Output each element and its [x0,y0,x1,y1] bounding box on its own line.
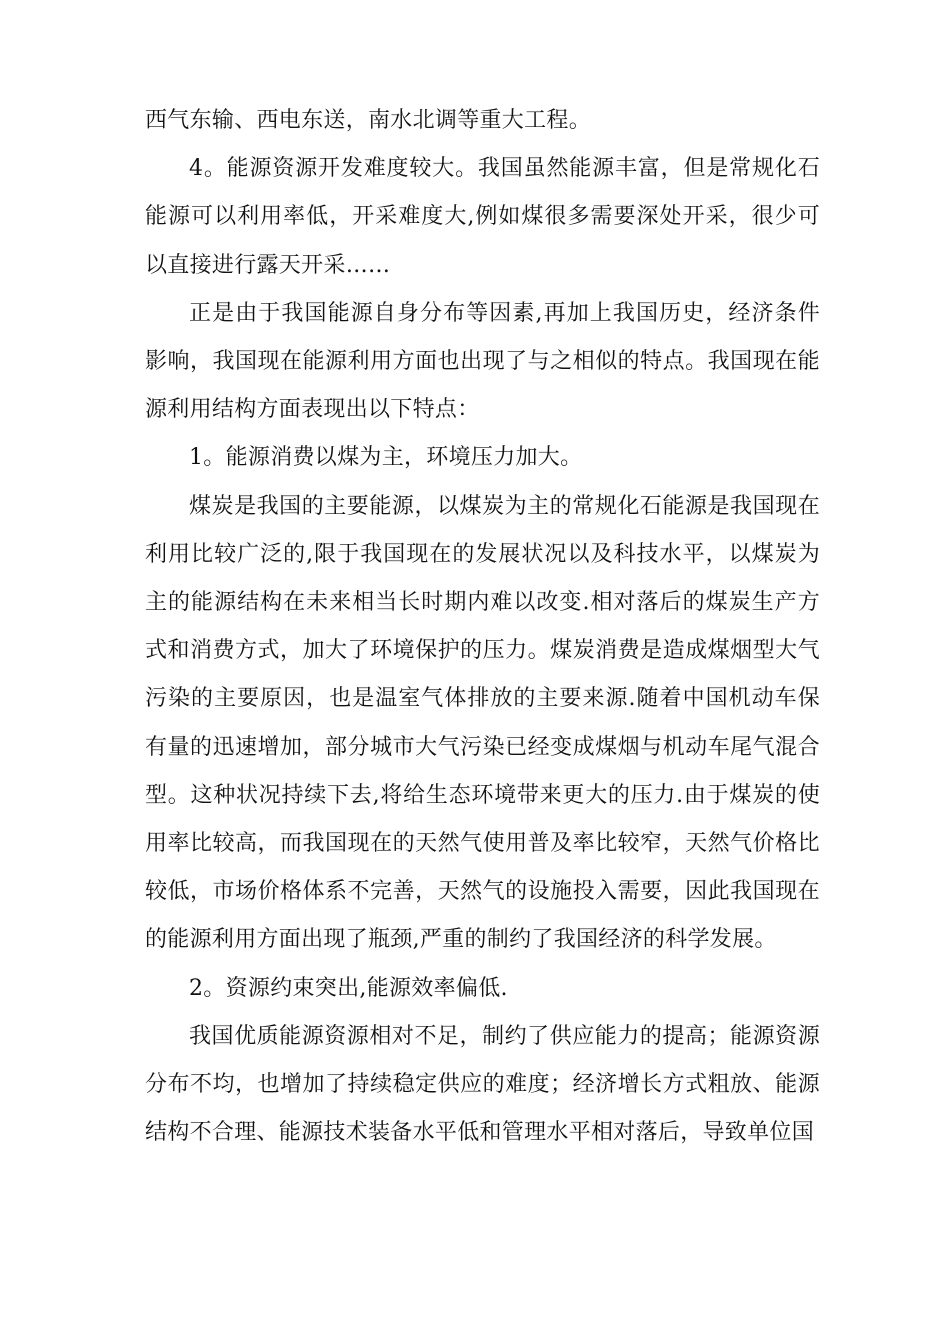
paragraph-point-4: 4。能源资源开发难度较大。我国虽然能源丰富，但是常规化石能源可以利用率低，开采难度大,例如煤很多需要深处开采，很少可以直接进行露天开采…… [145,156,820,278]
paragraph-intro-features: 正是由于我国能源自身分布等因素,再加上我国历史，经济条件影响，我国现在能源利用方面也出现了与之相似的特点。我国现在能源利用结构方面表现出以下特点： [145,300,820,423]
heading-point-1: 1。能源消费以煤为主，环境压力加大。 [189,445,583,471]
paragraph-coal: 煤炭是我国的主要能源，以煤炭为主的常规化石能源是我国现在利用比较广泛的,限于我国现在的发展状况以及科技水平，以煤炭为主的能源结构在未来相当长时期内难以改变.相对落后的煤炭生产方式和消费方式，加大了环境保护的压力。煤炭消费是造成煤烟型大气污染的主要原因，也是温室气体排放的主要来源.随着中国机动车保有量的迅速增加，部分城市大气污染已经变成煤烟与机动车尾气混合型。这种状况持续下去,将给生态环境带来更大的压力.由于煤炭的使用率比较高，而我国现在的天然气使用普及率比较窄，天然气价格比较低，市场价格体系不完善，天然气的设施投入需要，因此我国现在的能源利用方面出现了瓶颈,严重的制约了我国经济的科学发展。 [145,493,820,953]
heading-point-2: 2。资源约束突出,能源效率偏低. [189,975,508,1001]
paragraph-resource-constraints: 我国优质能源资源相对不足，制约了供应能力的提高；能源资源分布不均，也增加了持续稳定供应的难度；经济增长方式粗放、能源结构不合理、能源技术装备水平低和管理水平相对落后，导致单位国 [145,1023,820,1146]
document-body [145,97,820,1157]
paragraph-continuation: 西气东输、西电东送，南水北调等重大工程。 [145,108,592,133]
